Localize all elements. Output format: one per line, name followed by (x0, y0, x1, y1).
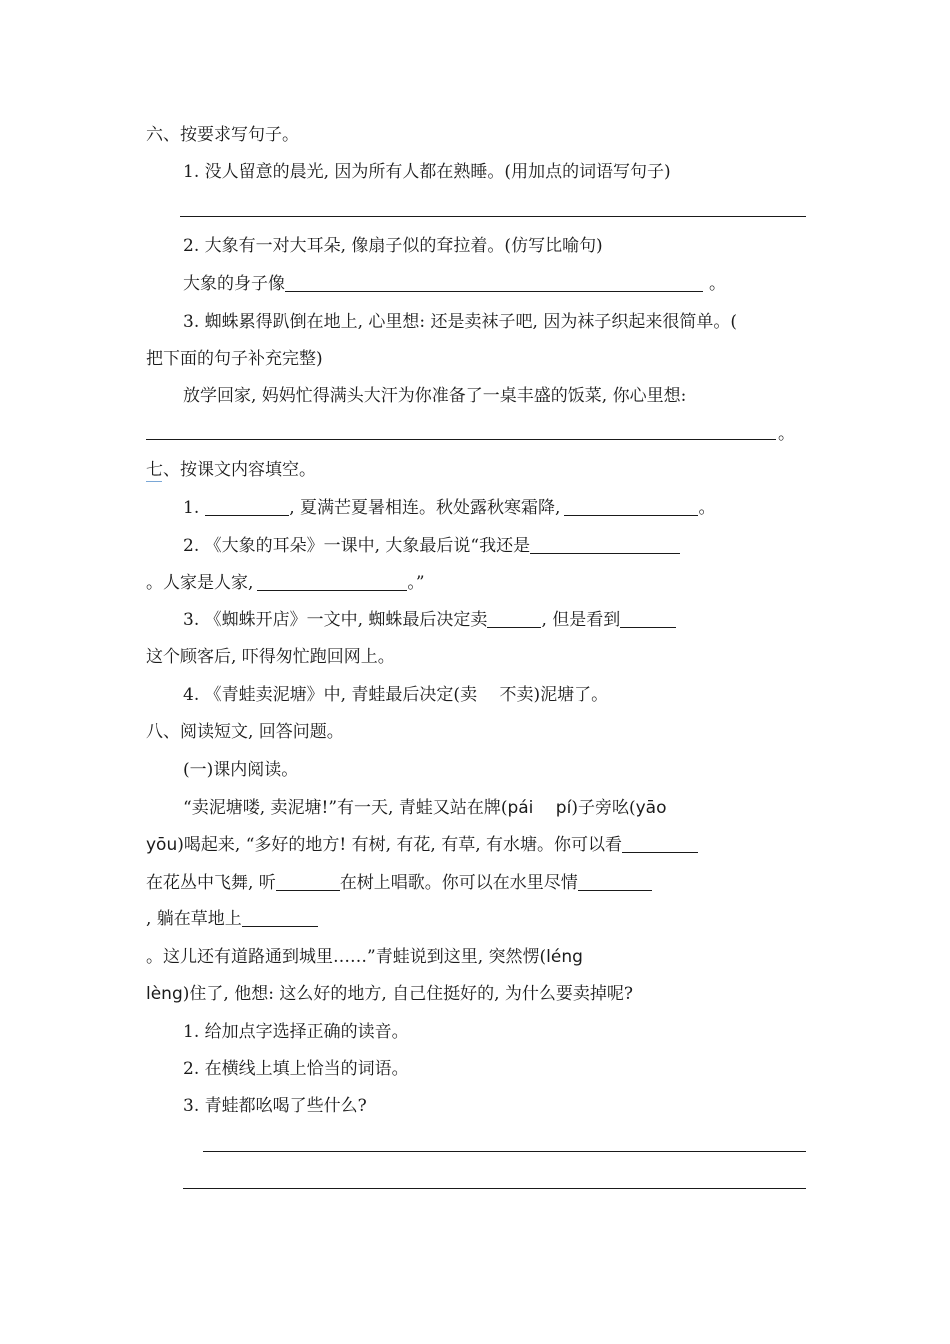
s7-q3-text-2: , 但是看到 (541, 610, 621, 630)
s8-question-2: 2. 在横线上填上恰当的词语。 (183, 1059, 409, 1079)
s7-question-3-cont: 这个顾客后, 吓得匆忙跑回网上。 (146, 647, 395, 667)
s8-question-1: 1. 给加点字选择正确的读音。 (183, 1022, 409, 1042)
passage-text: )住了, 他想: 这么好的地方, 自己住挺好的, 为什么要卖掉呢? (182, 984, 634, 1004)
s6-q3-prompt: 放学回家, 妈妈忙得满头大汗为你准备了一桌丰盛的饭菜, 你心里想: (183, 386, 687, 406)
s7-q2-text: 2. 《大象的耳朵》一课中, 大象最后说“我还是 (183, 536, 531, 556)
s7-question-3 (183, 609, 676, 631)
section-6-title: 六、按要求写句子。 (146, 125, 299, 145)
answer-line-s8-q3-a[interactable] (203, 1151, 806, 1152)
s7-question-1 (183, 497, 715, 519)
pinyin-option: yāo (635, 798, 667, 818)
s7-q2-end: 。” (407, 573, 425, 593)
passage-text: , 躺在草地上 (146, 909, 242, 929)
passage-text: “卖泥塘喽, 卖泥塘!”有一天, 青蛙又站在牌( (183, 798, 508, 818)
s7-q1-num: 1. (183, 498, 200, 518)
s7-q2-text-2: 。人家是人家, (146, 573, 254, 593)
s6-q2-prefix: 大象的身子像 (183, 274, 285, 294)
blank-passage-2[interactable] (276, 872, 340, 891)
blank-s7-q3-b[interactable] (620, 609, 676, 628)
blank-s7-q2-a[interactable] (530, 535, 680, 554)
blank-s6-q2[interactable] (285, 273, 703, 292)
s6-q2-answer-row (183, 273, 726, 295)
s6-q2-suffix: 。 (709, 274, 726, 294)
s8-subtitle: (一)课内阅读。 (183, 760, 299, 780)
pinyin-option: yōu (146, 835, 178, 855)
passage-text: )喝起来, “多好的地方! 有树, 有花, 有草, 有水塘。你可以看 (177, 835, 623, 855)
blank-s7-q3-a[interactable] (487, 609, 541, 628)
s8-question-3: 3. 青蛙都吆喝了些什么? (183, 1096, 367, 1116)
s6-question-3-cont: 把下面的句子补充完整) (146, 349, 323, 369)
blank-s7-q1-b[interactable] (564, 497, 698, 516)
passage-line-6 (146, 983, 633, 1005)
section-7-title: 七、按课文内容填空。 (146, 460, 316, 480)
title-underline-mark (146, 481, 162, 482)
answer-line-s6-q1[interactable] (180, 216, 806, 217)
answer-line-s8-q3-b[interactable] (183, 1188, 806, 1189)
passage-line-1 (183, 797, 666, 819)
passage-text: )子旁吆( (571, 798, 636, 818)
s7-question-4: 4. 《青蛙卖泥塘》中, 青蛙最后决定(卖 不卖)泥塘了。 (183, 685, 609, 705)
s7-question-2-cont (146, 572, 425, 594)
pinyin-option: léng (546, 947, 583, 967)
blank-s7-q1-a[interactable] (205, 497, 289, 516)
s6-q3-end: 。 (778, 424, 795, 444)
section-8-title: 八、阅读短文, 回答问题。 (146, 722, 344, 742)
blank-passage-4[interactable] (242, 908, 318, 927)
pinyin-options: pái pí (507, 798, 572, 818)
passage-text: 在花丛中飞舞, 听 (146, 873, 276, 893)
passage-line-5 (146, 946, 583, 968)
s6-question-1: 1. 没人留意的晨光, 因为所有人都在熟睡。(用加点的词语写句子) (183, 162, 671, 182)
blank-s7-q2-b[interactable] (257, 572, 407, 591)
passage-line-3 (146, 872, 652, 894)
s6-question-2: 2. 大象有一对大耳朵, 像扇子似的耷拉着。(仿写比喻句) (183, 236, 603, 256)
s7-q3-text: 3. 《蜘蛛开店》一文中, 蜘蛛最后决定卖 (183, 610, 488, 630)
s7-q1-text: , 夏满芒夏暑相连。秋处露秋寒霜降, (289, 498, 561, 518)
answer-line-s6-q3[interactable] (146, 439, 776, 440)
passage-text: 。这儿还有道路通到城里……”青蛙说到这里, 突然愣( (146, 947, 547, 967)
passage-line-4 (146, 908, 318, 930)
blank-passage-1[interactable] (622, 834, 698, 853)
pinyin-option: lèng (146, 984, 183, 1004)
passage-line-2 (146, 834, 698, 856)
s7-question-2 (183, 535, 680, 557)
blank-passage-3[interactable] (578, 872, 652, 891)
s7-q1-end: 。 (698, 498, 716, 518)
passage-text: 在树上唱歌。你可以在水里尽情 (339, 873, 578, 893)
s6-question-3: 3. 蜘蛛累得趴倒在地上, 心里想: 还是卖袜子吧, 因为袜子织起来很简单。( (183, 312, 738, 332)
